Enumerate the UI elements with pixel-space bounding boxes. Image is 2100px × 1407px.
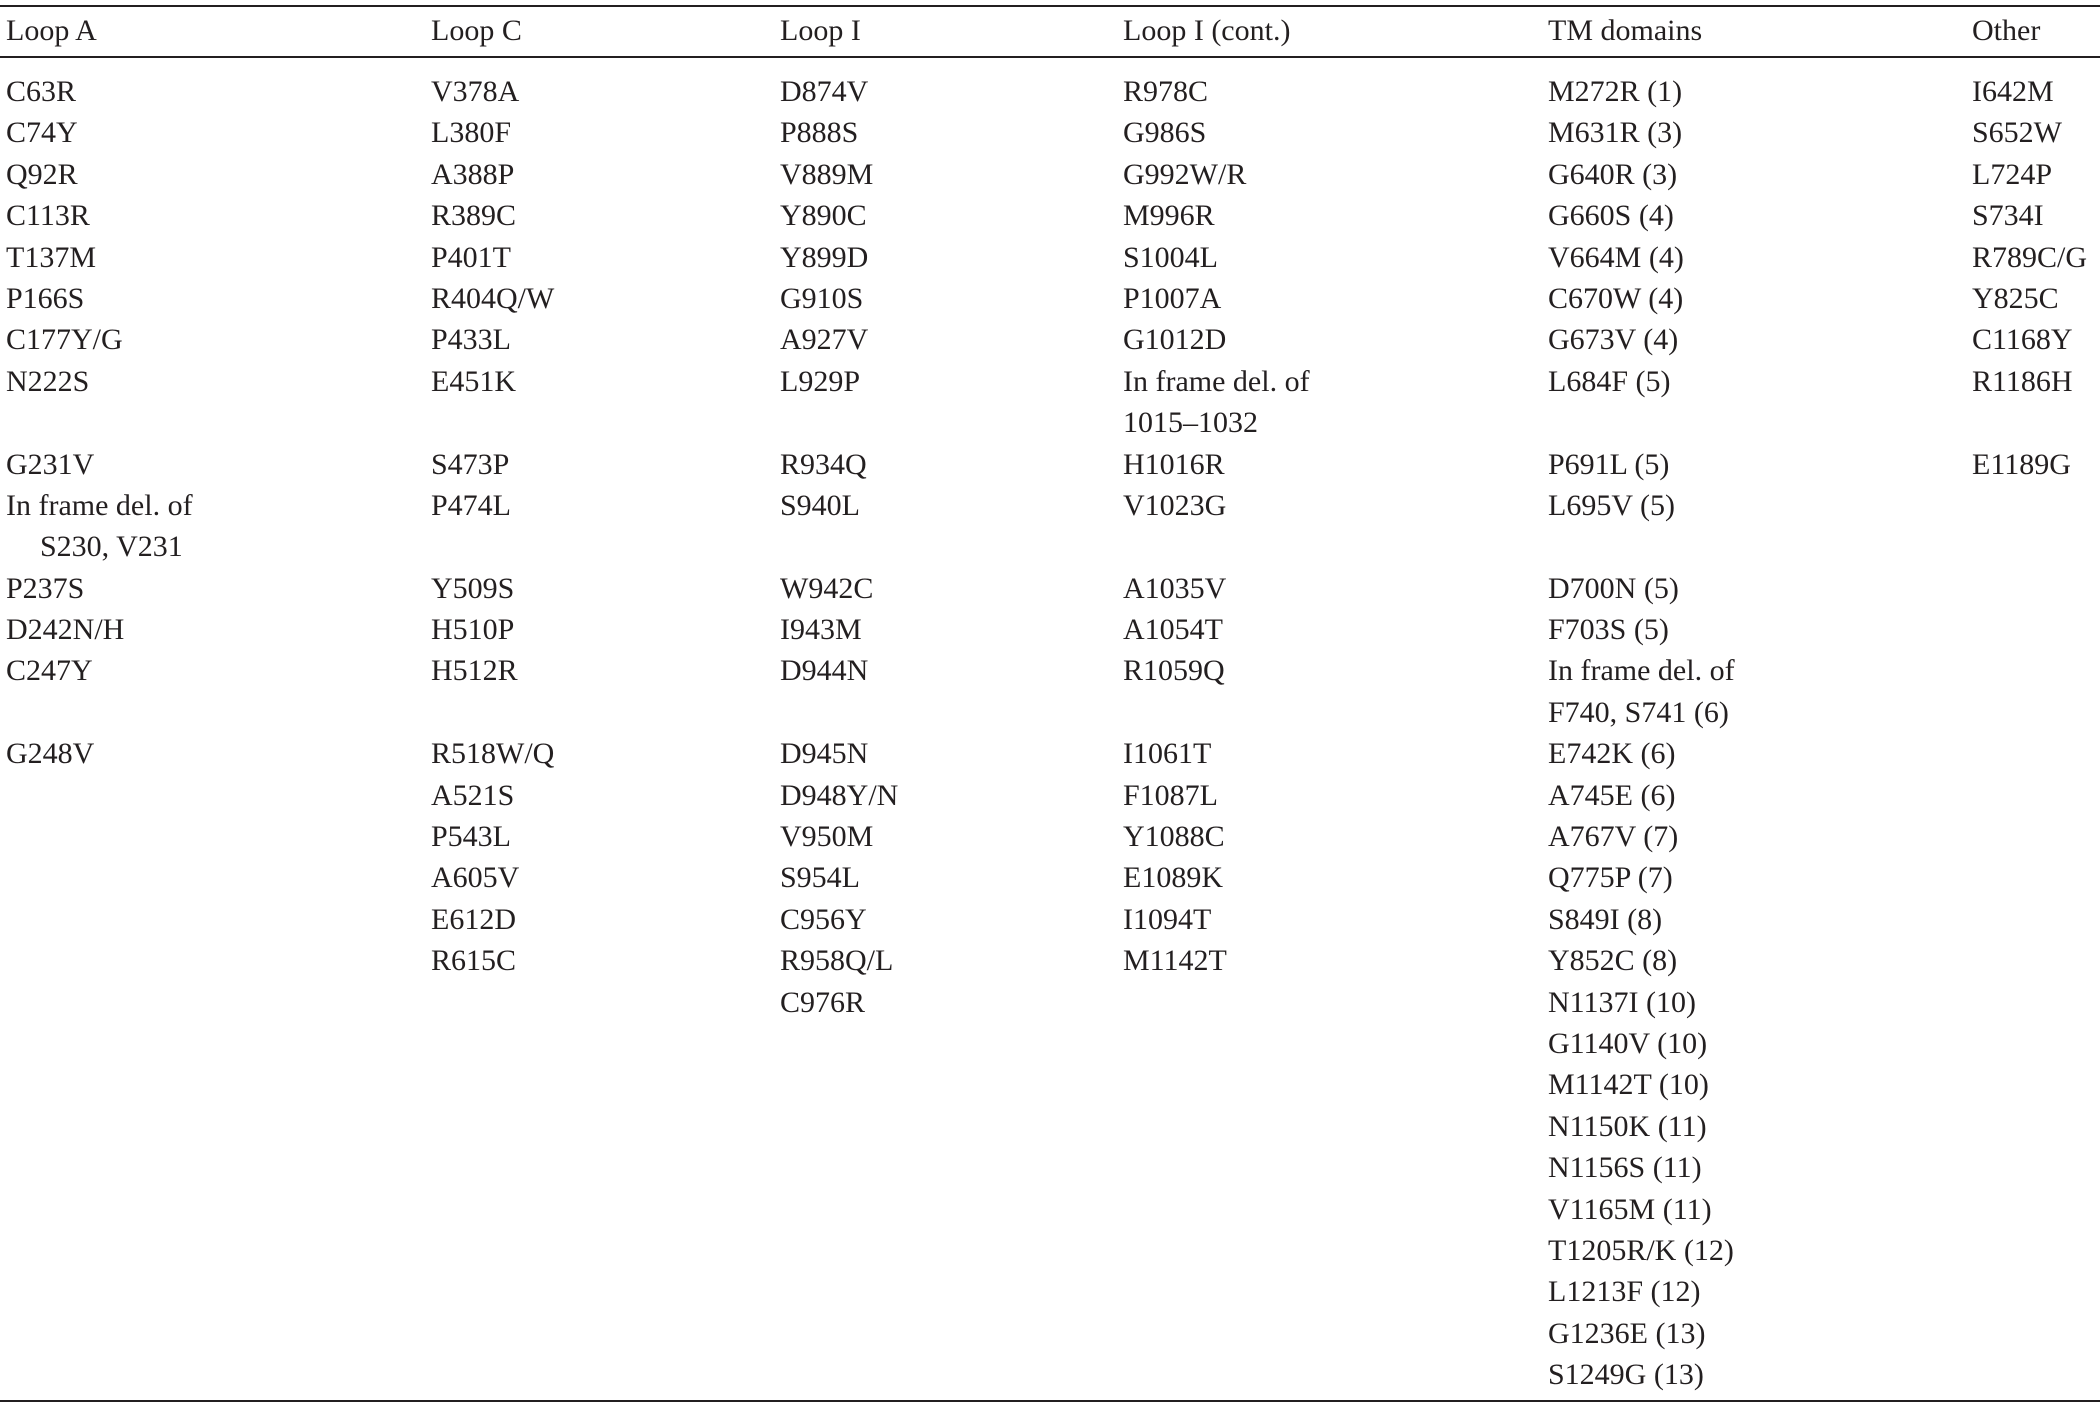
table-top-rule (0, 5, 2100, 7)
table-cell (1548, 402, 1735, 443)
table-cell: D700N (5) (1548, 571, 1679, 605)
table-cell: Y852C (8) (1548, 944, 1678, 978)
table-cell: C63R (6, 75, 77, 108)
table-cell: S1249G (13) (1548, 1358, 1704, 1392)
table-cell: P166S (6, 281, 85, 315)
table-cell (780, 692, 898, 733)
table-cell (780, 402, 898, 443)
table-cell: V889M (780, 157, 874, 191)
table-cell (1972, 402, 2087, 443)
table-cell: A388P (431, 157, 515, 191)
table-cell: Q92R (6, 157, 78, 191)
table-cell: H1016R (1123, 447, 1225, 481)
table-cell: D948Y/N (780, 778, 899, 812)
table-cell: R789C/G (1972, 240, 2088, 274)
table-cell: R404Q/W (431, 281, 555, 315)
table-cell (6, 692, 193, 733)
table-cell: M631R (3) (1548, 116, 1683, 150)
table-cell: C956Y (780, 902, 867, 936)
table-cell: L695V (5) (1548, 488, 1675, 522)
table-cell: M1142T (10) (1548, 1068, 1709, 1102)
table-cell: P237S (6, 571, 85, 605)
table-cell: C74Y (6, 116, 78, 150)
table-cell: F740, S741 (6) (1548, 695, 1729, 729)
table-cell: L724P (1972, 157, 2053, 191)
table-cell: R958Q/L (780, 944, 894, 978)
header-tm-domains: TM domains (1548, 14, 1703, 47)
table-cell: A1054T (1123, 613, 1223, 647)
table-cell: Q775P (7) (1548, 861, 1673, 895)
table-cell (431, 526, 554, 567)
table-cell: E612D (431, 902, 516, 936)
table-cell (1548, 526, 1735, 567)
header-loop-i: Loop I (780, 14, 861, 47)
table-cell: L380F (431, 116, 512, 150)
table-cell: S954L (780, 861, 861, 895)
table-cell: V378A (431, 75, 520, 108)
column-loop-i-cont (1123, 71, 1310, 982)
table-cell: G640R (3) (1548, 157, 1678, 191)
column-loop-i (780, 71, 898, 1023)
column-loop-a (6, 71, 193, 775)
table-cell: C1168Y (1972, 323, 2073, 357)
table-cell: G1236E (13) (1548, 1316, 1706, 1350)
table-cell: H510P (431, 613, 515, 647)
table-cell: T137M (6, 240, 96, 274)
table-cell: N1150K (11) (1548, 1109, 1707, 1143)
table-cell: Y890C (780, 199, 867, 233)
table-cell: F1087L (1123, 778, 1219, 812)
table-cell: S230, V231 (40, 530, 183, 564)
table-cell: S940L (780, 488, 861, 522)
table-cell: W942C (780, 571, 874, 605)
header-loop-i-cont: Loop I (cont.) (1123, 14, 1291, 47)
table-cell: R1059Q (1123, 654, 1225, 688)
table-cell: G986S (1123, 116, 1207, 150)
column-other (1972, 71, 2087, 485)
table-cell: N222S (6, 364, 90, 398)
table-cell: E742K (6) (1548, 737, 1676, 771)
table-cell: T1205R/K (12) (1548, 1233, 1734, 1267)
table-cell: R518W/Q (431, 737, 555, 771)
table-cell: In frame del. of (1123, 364, 1310, 398)
table-cell (1123, 526, 1310, 567)
table-cell: A927V (780, 323, 869, 357)
table-cell: V664M (4) (1548, 240, 1684, 274)
table-cell: P474L (431, 488, 512, 522)
table-cell: Y1088C (1123, 820, 1225, 854)
table-cell: L929P (780, 364, 861, 398)
table-cell: P543L (431, 820, 512, 854)
table-cell: E1089K (1123, 861, 1223, 895)
table-cell: A521S (431, 778, 515, 812)
table-cell: G248V (6, 737, 95, 771)
table-cell: V1023G (1123, 488, 1227, 522)
column-tm-domains (1548, 71, 1735, 1396)
table-cell: G1012D (1123, 323, 1227, 357)
table-cell: R1186H (1972, 364, 2073, 398)
table-cell: G910S (780, 281, 864, 315)
table-cell: L684F (5) (1548, 364, 1671, 398)
table-cell: G673V (4) (1548, 323, 1679, 357)
table-bottom-rule (0, 1400, 2100, 1402)
table-cell: I943M (780, 613, 862, 647)
table-cell: Y509S (431, 571, 515, 605)
header-loop-c: Loop C (431, 14, 522, 47)
table-cell: C113R (6, 199, 90, 233)
table-cell: R978C (1123, 75, 1209, 108)
table-cell: D242N/H (6, 613, 125, 647)
table-cell: C177Y/G (6, 323, 123, 357)
table-cell: S473P (431, 447, 510, 481)
table-cell (780, 526, 898, 567)
table-cell: C247Y (6, 654, 93, 688)
table-cell: A1035V (1123, 571, 1227, 605)
table-cell: P888S (780, 116, 859, 150)
table-cell: A605V (431, 861, 520, 895)
table-cell: G1140V (10) (1548, 1026, 1708, 1060)
table-cell: P1007A (1123, 281, 1222, 315)
table-cell: M996R (1123, 199, 1215, 233)
table-cell: G660S (4) (1548, 199, 1674, 233)
table-cell (431, 692, 554, 733)
table-cell: N1156S (11) (1548, 1151, 1702, 1185)
table-cell: I1094T (1123, 902, 1212, 936)
table-cell: Y899D (780, 240, 869, 274)
table-cell: P433L (431, 323, 512, 357)
table-cell: F703S (5) (1548, 613, 1669, 647)
table-cell: N1137I (10) (1548, 985, 1697, 1019)
table-cell: S849I (8) (1548, 902, 1663, 936)
table-cell (6, 402, 193, 443)
table-cell: 1015–1032 (1123, 406, 1258, 440)
table-cell: L1213F (12) (1548, 1275, 1701, 1309)
table-cell: Y825C (1972, 281, 2059, 315)
table-cell: In frame del. of (6, 488, 193, 522)
table-cell (431, 402, 554, 443)
table-cell: P401T (431, 240, 512, 274)
table-cell: R389C (431, 199, 517, 233)
header-loop-a: Loop A (6, 14, 97, 47)
table-cell: S652W (1972, 116, 2062, 150)
table-cell: C670W (4) (1548, 281, 1684, 315)
table-cell: I642M (1972, 75, 2054, 108)
table-cell: M1142T (1123, 944, 1227, 978)
table-cell: V950M (780, 820, 874, 854)
table-cell: R615C (431, 944, 517, 978)
table-cell: D945N (780, 737, 869, 771)
header-other: Other (1972, 14, 2041, 47)
table-cell: M272R (1) (1548, 75, 1683, 108)
table-cell: G231V (6, 447, 95, 481)
table-cell: In frame del. of (1548, 654, 1735, 688)
table-cell: H512R (431, 654, 518, 688)
table-cell: P691L (5) (1548, 447, 1670, 481)
table-cell: C976R (780, 985, 866, 1019)
table-cell: A745E (6) (1548, 778, 1676, 812)
column-loop-c (431, 71, 554, 982)
header-rule (0, 56, 2100, 58)
table-cell: D874V (780, 75, 869, 108)
table-cell: A767V (7) (1548, 820, 1679, 854)
table-cell: G992W/R (1123, 157, 1247, 191)
table-cell: I1061T (1123, 737, 1212, 771)
table-cell: E451K (431, 364, 516, 398)
table-cell: S734I (1972, 199, 2044, 233)
table-cell: D944N (780, 654, 869, 688)
table-cell: E1189G (1972, 447, 2071, 481)
table-cell: R934Q (780, 447, 867, 481)
table-cell: V1165M (11) (1548, 1192, 1712, 1226)
table-cell: S1004L (1123, 240, 1219, 274)
table-cell (1123, 692, 1310, 733)
